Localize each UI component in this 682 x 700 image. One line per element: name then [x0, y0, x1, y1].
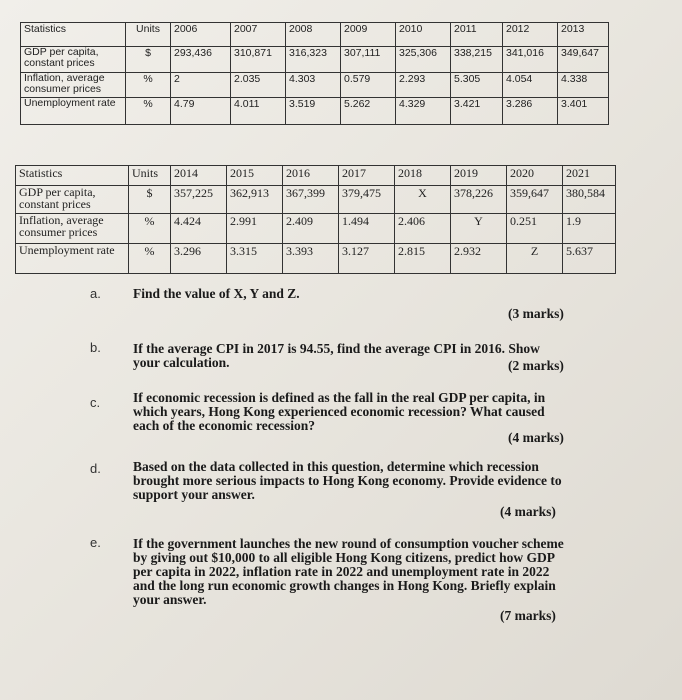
value-cell: 3.421 [451, 98, 503, 125]
value-cell: Z [507, 244, 563, 274]
header-cell: 2010 [396, 23, 451, 47]
value-cell: 0.579 [341, 73, 396, 98]
question-marks: (4 marks) [508, 430, 564, 445]
unit-cell: % [129, 214, 171, 244]
value-cell: 338,215 [451, 47, 503, 73]
row-label: Unemployment rate [21, 98, 126, 125]
question-marks: (7 marks) [500, 608, 556, 623]
unit-cell: % [129, 244, 171, 274]
question-letter: c. [90, 395, 101, 410]
value-cell: 2 [171, 73, 231, 98]
value-cell: 2.035 [231, 73, 286, 98]
question-text: Based on the data collected in this question, determine which recession brought more serious impacts to Hong Kong economy. Provide evidence to support your answer. [133, 459, 562, 502]
value-cell: 3.127 [339, 244, 395, 274]
value-cell: Y [451, 214, 507, 244]
value-cell: 4.79 [171, 98, 231, 125]
value-cell: 293,436 [171, 47, 231, 73]
header-cell: 2019 [451, 166, 507, 186]
value-cell: 4.303 [286, 73, 341, 98]
value-cell: 307,111 [341, 47, 396, 73]
unit-cell: % [126, 98, 171, 125]
value-cell: 2.991 [227, 214, 283, 244]
header-cell: 2015 [227, 166, 283, 186]
question-letter: b. [90, 340, 101, 355]
header-cell: Units [129, 166, 171, 186]
header-cell: 2017 [339, 166, 395, 186]
unit-cell: % [126, 73, 171, 98]
header-cell: 2012 [503, 23, 558, 47]
header-cell: 2007 [231, 23, 286, 47]
table-row-inflation [21, 73, 609, 98]
value-cell: 3.519 [286, 98, 341, 125]
row-label: Inflation, average consumer prices [16, 214, 129, 244]
value-cell: 341,016 [503, 47, 558, 73]
value-cell: 5.637 [563, 244, 616, 274]
value-cell: 2.409 [283, 214, 339, 244]
question-text: If the government launches the new round of consumption voucher scheme by giving out $10,000 to all eligible Hong Kong citizens, predict how GDP per capita in 2022, inflation rate in 2022 and unemployment rate in 2022 and the long run economic growth changes in Hong Kong. Briefly explain your answer. [133, 536, 564, 607]
header-cell: 2014 [171, 166, 227, 186]
value-cell: 5.305 [451, 73, 503, 98]
table-row-gdp [16, 186, 616, 214]
header-cell: 2006 [171, 23, 231, 47]
header-cell: Units [126, 23, 171, 47]
value-cell: X [395, 186, 451, 214]
header-cell: 2021 [563, 166, 616, 186]
value-cell: 2.293 [396, 73, 451, 98]
question-marks: (3 marks) [508, 306, 564, 321]
value-cell: 379,475 [339, 186, 395, 214]
question-marks: (2 marks) [508, 358, 564, 373]
value-cell: 310,871 [231, 47, 286, 73]
value-cell: 378,226 [451, 186, 507, 214]
table-row-inflation [16, 214, 616, 244]
value-cell: 3.401 [558, 98, 609, 125]
table-row-unemployment [21, 98, 609, 125]
question-text: If the average CPI in 2017 is 94.55, find the average CPI in 2016. Show your calculation. [133, 341, 540, 370]
unit-cell: $ [126, 47, 171, 73]
header-cell: 2018 [395, 166, 451, 186]
value-cell: 380,584 [563, 186, 616, 214]
value-cell: 3.393 [283, 244, 339, 274]
header-cell: 2016 [283, 166, 339, 186]
value-cell: 4.011 [231, 98, 286, 125]
value-cell: 1.494 [339, 214, 395, 244]
value-cell: 2.815 [395, 244, 451, 274]
value-cell: 3.315 [227, 244, 283, 274]
value-cell: 349,647 [558, 47, 609, 73]
value-cell: 3.286 [503, 98, 558, 125]
header-cell: 2008 [286, 23, 341, 47]
question-marks: (4 marks) [500, 504, 556, 519]
value-cell: 0.251 [507, 214, 563, 244]
value-cell: 4.338 [558, 73, 609, 98]
table-header-row [21, 23, 609, 47]
row-label: GDP per capita, constant prices [16, 186, 129, 214]
header-cell: 2011 [451, 23, 503, 47]
header-cell: 2013 [558, 23, 609, 47]
value-cell: 4.329 [396, 98, 451, 125]
value-cell: 359,647 [507, 186, 563, 214]
header-cell: Statistics [21, 23, 126, 47]
unit-cell: $ [129, 186, 171, 214]
value-cell: 4.054 [503, 73, 558, 98]
header-cell: Statistics [16, 166, 129, 186]
table-header-row [16, 166, 616, 186]
statistics-table-2006-2013 [20, 22, 609, 125]
question-letter: d. [90, 461, 101, 476]
value-cell: 5.262 [341, 98, 396, 125]
header-cell: 2009 [341, 23, 396, 47]
value-cell: 316,323 [286, 47, 341, 73]
row-label: Unemployment rate [16, 244, 129, 274]
value-cell: 357,225 [171, 186, 227, 214]
table-row-gdp [21, 47, 609, 73]
value-cell: 2.406 [395, 214, 451, 244]
row-label: Inflation, average consumer prices [21, 73, 126, 98]
header-cell: 2020 [507, 166, 563, 186]
question-text: Find the value of X, Y and Z. [133, 286, 300, 301]
value-cell: 362,913 [227, 186, 283, 214]
statistics-table-2014-2021 [15, 165, 616, 274]
question-text: If economic recession is defined as the fall in the real GDP per capita, in which years, Hong Kong experienced economic recession? What caused each of the economic recession? [133, 390, 546, 433]
table-row-unemployment [16, 244, 616, 274]
value-cell: 3.296 [171, 244, 227, 274]
question-letter: a. [90, 286, 101, 301]
value-cell: 4.424 [171, 214, 227, 244]
value-cell: 325,306 [396, 47, 451, 73]
row-label: GDP per capita, constant prices [21, 47, 126, 73]
value-cell: 1.9 [563, 214, 616, 244]
value-cell: 367,399 [283, 186, 339, 214]
question-letter: e. [90, 535, 101, 550]
value-cell: 2.932 [451, 244, 507, 274]
